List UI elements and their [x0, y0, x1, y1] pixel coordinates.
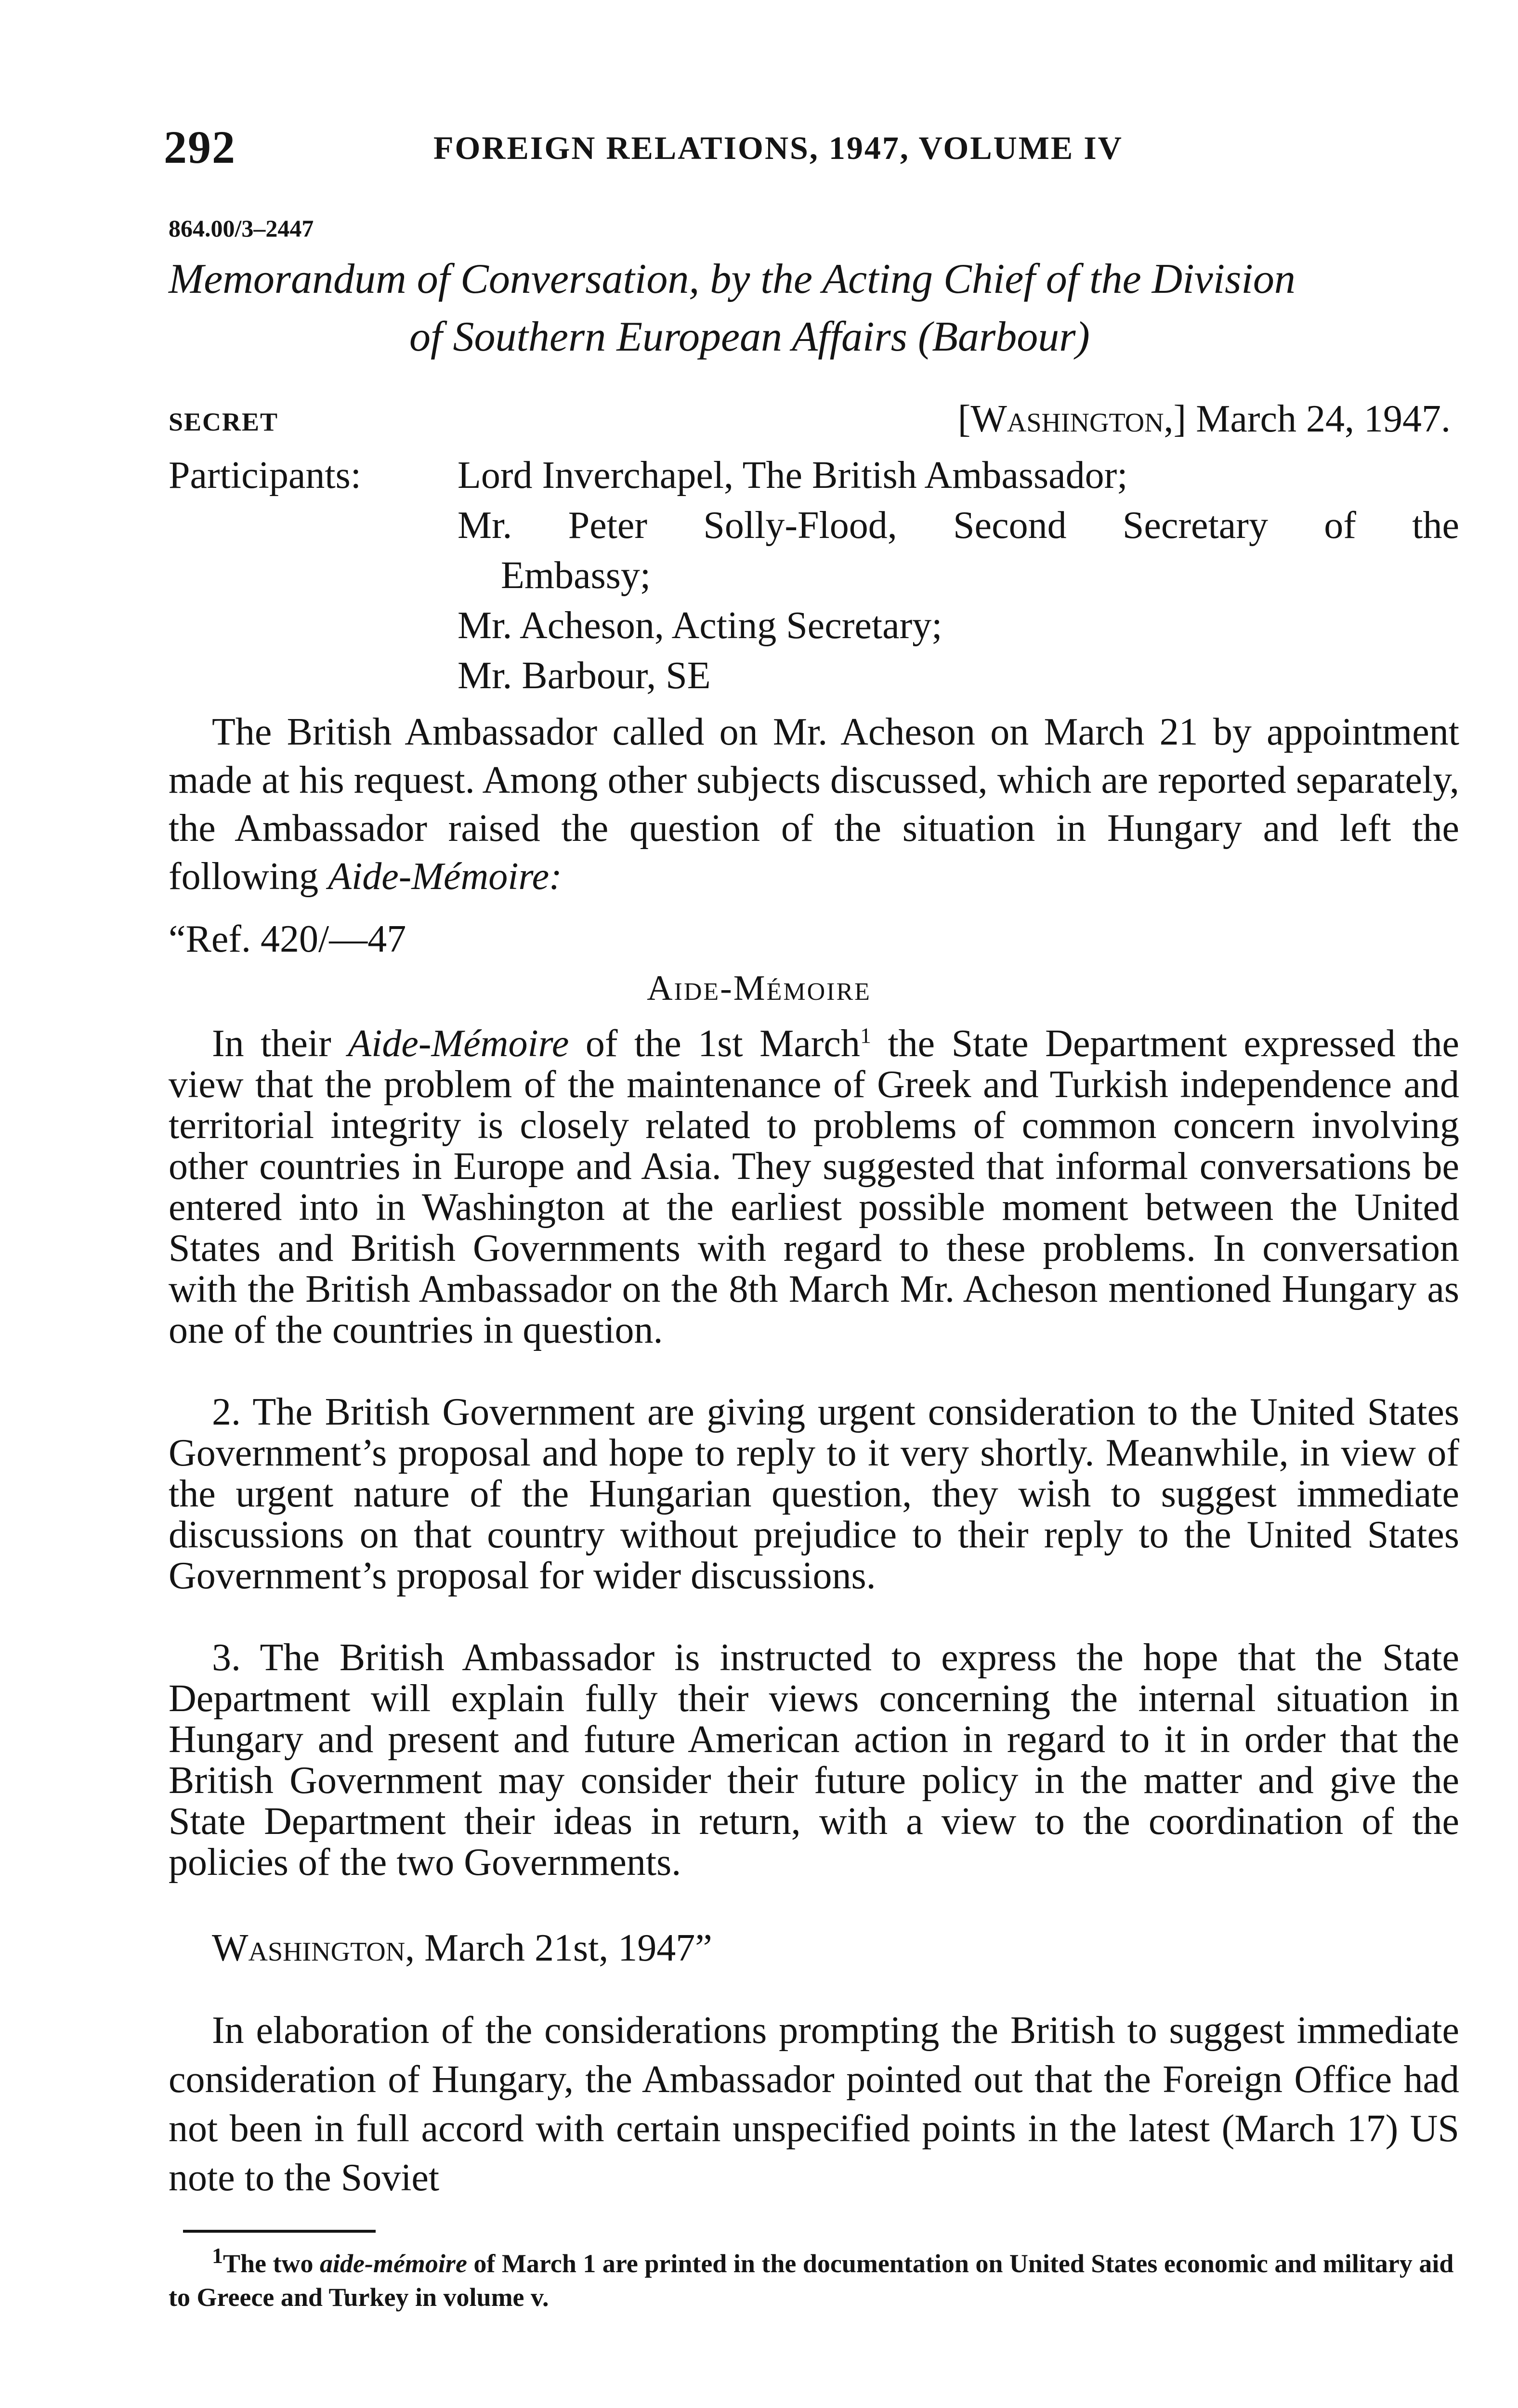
- intro-emphasis: Aide-Mémoire:: [328, 855, 562, 898]
- signature-date: March 21st, 1947”: [424, 1927, 712, 1969]
- aide-memoire-paragraph-2: 2. The British Government are giving urgent consideration to the United States Government’s proposal and hope to reply to it very shortly. Meanwhile, in view of the urgent nature of the Hungarian question, they wish to suggest immediate discussions on that country without prejudice to their reply to the United States Government’s proposal for wider discussions.: [169, 1391, 1459, 1597]
- footnote-rest: of March 1 are printed in the documentation on United States economic and military aid to Greece and Turkey in volume v.: [169, 2249, 1454, 2312]
- participant-row: Lord Inverchapel, The British Ambassador;: [458, 454, 1128, 497]
- footnote-emphasis: aide-mémoire: [320, 2249, 467, 2278]
- p1-mid: of the 1st March: [585, 1022, 860, 1065]
- running-title: FOREIGN RELATIONS, 1947, VOLUME IV: [433, 130, 1123, 166]
- elaboration-paragraph: In elaboration of the considerations prompting the British to suggest immediate consideration of Hungary, the Ambassador pointed out that the Foreign Office had not been in full accord with certain unspecified points in the latest (March 17) US note to the Soviet: [169, 2009, 1459, 2199]
- p1-rest: the State Department expressed the view that the problem of the maintenance of Greek and Turkish independence and territorial integrity is closely related to problems of common concern involving other countries in Europe and Asia. They suggested that informal conversations be entered into in Washington at the earliest possible moment between the United States and British Governments with regard to these problems. In conversation with the British Ambassador on the 8th March Mr. Acheson mentioned Hungary as one of the countries in question.: [169, 1022, 1459, 1351]
- title-author: (Barbour): [918, 314, 1090, 360]
- dateline-date: March 24, 1947.: [1196, 398, 1451, 440]
- file-number: 864.00/3–2447: [169, 215, 314, 242]
- participants-label: Participants:: [169, 454, 361, 497]
- title-line-1: Memorandum of Conversation, by the Acting Chief of the Division: [169, 256, 1296, 302]
- footnote: [169, 2243, 1459, 2314]
- reference-number: “Ref. 420/—47: [169, 918, 406, 960]
- dateline: [958, 397, 1451, 441]
- signature-place: Washington,: [212, 1927, 415, 1969]
- footnote-mark: 1: [212, 2243, 223, 2268]
- aide-memoire-paragraph-3: 3. The British Ambassador is instructed to express the hope that the State Department will explain fully their views concerning the internal situation in Hungary and present and future American action in regard to it in order that the British Government may consider their future policy in the matter and give the State Department their ideas in return, with a view to the coordination of the policies of the two Governments.: [169, 1636, 1459, 1884]
- aide-memoire-heading: Aide-Mémoire: [647, 968, 871, 1008]
- running-head: [164, 120, 1454, 178]
- p1-emphasis: Aide-Mémoire: [348, 1022, 569, 1065]
- intro-paragraph: [169, 708, 1459, 901]
- participant-row: Mr. Peter Solly-Flood, Second Secretary of the: [458, 504, 1459, 547]
- classification-label: SECRET: [169, 407, 279, 436]
- participant-row: Mr. Barbour, SE: [458, 654, 711, 697]
- footnote-divider: [183, 2230, 376, 2233]
- document-title: [169, 250, 1459, 366]
- footnote-reference[interactable]: 1: [860, 1023, 871, 1048]
- intro-text: The British Ambassador called on Mr. Acheson on March 21 by appointment made at his request. Among other subjects discussed, which are reported separately, the Ambassador raised the question of the situation in Hungary and left the following: [169, 711, 1459, 898]
- p1-start: In their: [212, 1022, 331, 1065]
- participant-row: Mr. Acheson, Acting Secretary;: [458, 604, 942, 647]
- aide-memoire-signature: [212, 1926, 712, 1970]
- aide-memoire-paragraph-1: [169, 1023, 1459, 1351]
- title-division: of Southern European Affairs: [409, 314, 907, 360]
- participant-row: Embassy;: [501, 554, 651, 597]
- title-line-2: [169, 308, 1459, 366]
- page-number: 292: [164, 121, 236, 173]
- participants-list: [458, 450, 1459, 701]
- dateline-place: [Washington,]: [957, 398, 1187, 440]
- footnote-start: The two: [223, 2249, 314, 2278]
